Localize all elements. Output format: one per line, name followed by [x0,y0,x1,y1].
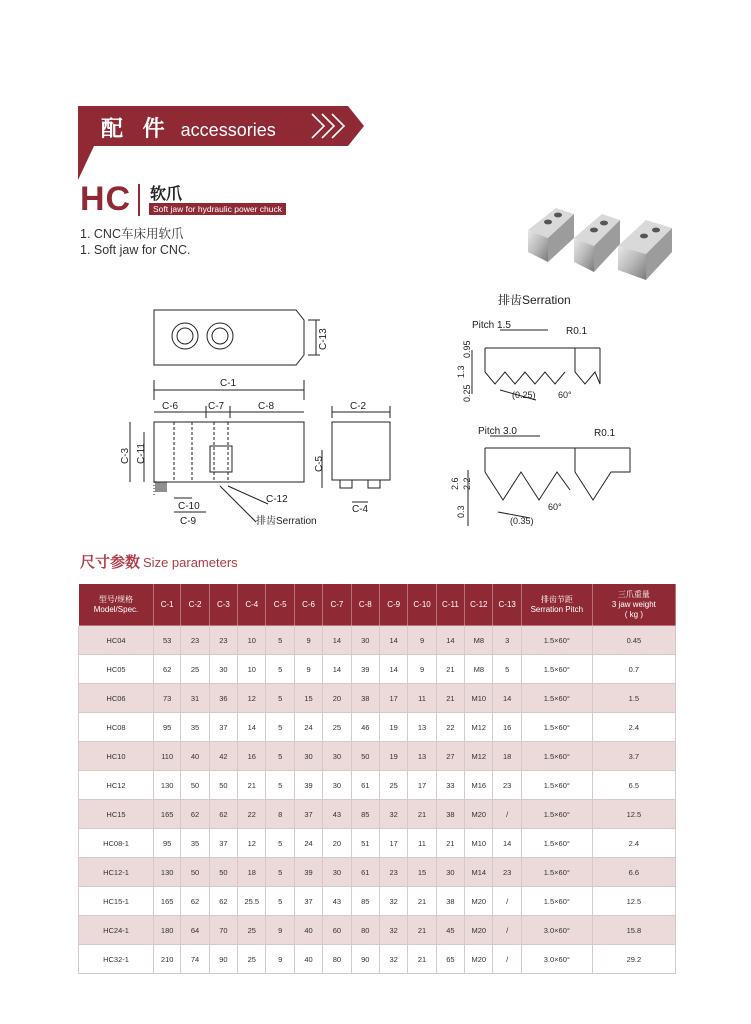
table-cell: M10 [465,829,493,858]
table-cell: 80 [323,945,351,974]
table-cell: 5 [493,655,521,684]
table-cell: 2.4 [592,829,675,858]
table-cell: 16 [238,742,266,771]
table-cell: 21 [436,684,464,713]
table-cell: M14 [465,858,493,887]
dim-c7: C-7 [208,401,225,412]
table-row [79,916,676,945]
table-header-cell: C-3 [209,584,237,626]
table-cell: 14 [436,626,464,655]
table-cell: 37 [294,800,322,829]
model-cell: HC15-1 [79,887,154,916]
table-cell: 95 [154,829,181,858]
table-cell: 80 [351,916,379,945]
table-cell: 35 [181,829,209,858]
table-cell: 40 [181,742,209,771]
table-cell: 50 [351,742,379,771]
table-cell: 6.5 [592,771,675,800]
model-cell: HC05 [79,655,154,684]
jaw-2 [574,214,620,272]
pitch2-h3: 0.3 [456,505,466,518]
table-cell: 6.6 [592,858,675,887]
table-cell: 30 [294,742,322,771]
table-row [79,626,676,655]
table-cell: 30 [323,858,351,887]
table-cell: 17 [408,771,436,800]
table-cell: 23 [493,771,521,800]
product-model: HC [80,180,132,218]
table-header-cell: C-13 [493,584,521,626]
table-cell: 1.5×60° [521,684,592,713]
pitch2-h1: 2.2 [462,477,472,490]
table-cell: 30 [323,742,351,771]
soft-jaw-photo [522,190,682,282]
table-cell: 5 [266,742,294,771]
table-cell: 24 [294,713,322,742]
table-row [79,829,676,858]
table-cell: 25 [238,916,266,945]
table-cell: 38 [436,800,464,829]
table-cell: 9 [408,655,436,684]
table-cell: 17 [379,829,407,858]
table-cell: 38 [436,887,464,916]
table-cell: 25.5 [238,887,266,916]
table-cell: 10 [238,626,266,655]
model-cell: HC04 [79,626,154,655]
table-cell: 90 [351,945,379,974]
table-row [79,858,676,887]
table-cell: 19 [379,713,407,742]
table-cell: 22 [238,800,266,829]
table-cell: 11 [408,684,436,713]
table-cell: 9 [294,655,322,684]
table-cell: 12 [238,829,266,858]
table-cell: 31 [181,684,209,713]
table-cell: 23 [379,858,407,887]
table-cell: 29.2 [592,945,675,974]
dim-c3: C-3 [120,447,131,464]
table-cell: 32 [379,945,407,974]
table-cell: 43 [323,800,351,829]
table-cell: 1.5×60° [521,858,592,887]
table-cell: 46 [351,713,379,742]
table-cell: 14 [379,655,407,684]
table-row [79,945,676,974]
size-parameters-title-en: Size parameters [143,555,238,570]
table-cell: 25 [238,945,266,974]
table-cell: 23 [209,626,237,655]
table-cell: 32 [379,916,407,945]
table-cell: 37 [294,887,322,916]
table-cell: 65 [436,945,464,974]
table-cell: 21 [408,800,436,829]
table-cell: M20 [465,800,493,829]
pitch2-width: (0.35) [510,516,534,526]
table-cell: 53 [154,626,181,655]
table-cell: 50 [181,858,209,887]
pitch1-radius: R0.1 [566,326,588,337]
table-cell: 5 [266,626,294,655]
serration-title: 排齿Serration [498,293,571,307]
table-row [79,887,676,916]
product-name-cn: 软爪 [150,184,183,203]
product-description [80,226,190,258]
table-cell: 70 [209,916,237,945]
model-cell: HC32-1 [79,945,154,974]
header-separator [138,184,140,216]
table-cell: / [493,800,521,829]
table-cell: 24 [294,829,322,858]
table-cell: 23 [181,626,209,655]
model-cell: HC10 [79,742,154,771]
table-cell: 62 [154,655,181,684]
table-cell: M12 [465,713,493,742]
table-cell: M20 [465,945,493,974]
table-cell: 1.5×60° [521,829,592,858]
table-cell: M20 [465,916,493,945]
table-cell: 21 [408,887,436,916]
table-cell: 0.45 [592,626,675,655]
dim-c9: C-9 [180,516,197,527]
model-cell: HC24-1 [79,916,154,945]
product-subtitle: Soft jaw for hydraulic power chuck [149,203,286,215]
dim-c13: C-13 [318,328,329,350]
pitch1-label: Pitch 1.5 [472,320,511,331]
table-cell: 33 [436,771,464,800]
description-line-en: 1. Soft jaw for CNC. [80,243,191,257]
dim-c6: C-6 [162,401,179,412]
table-cell: 32 [379,887,407,916]
table-cell: 18 [493,742,521,771]
table-cell: / [493,887,521,916]
table-header-cell: C-2 [181,584,209,626]
table-cell: 9 [408,626,436,655]
dim-c2: C-2 [350,401,367,412]
table-header-cell: C-4 [238,584,266,626]
pitch1-h1: 0.95 [462,340,472,358]
table-header-cell: C-5 [266,584,294,626]
pitch1-width: (0.25) [512,390,536,400]
table-body [79,626,676,974]
table-cell: 85 [351,800,379,829]
table-cell: 37 [209,829,237,858]
table-header-row [79,584,676,626]
dim-c4: C-4 [352,504,369,515]
table-cell: 19 [379,742,407,771]
table-cell: 10 [238,655,266,684]
table-row [79,713,676,742]
pitch2-h2: 2.6 [450,477,460,490]
pitch2-radius: R0.1 [594,428,616,439]
table-cell: M20 [465,887,493,916]
table-cell: 35 [181,713,209,742]
table-cell: 95 [154,713,181,742]
table-cell: 5 [266,771,294,800]
table-cell: 5 [266,829,294,858]
table-header-cell: 三爪重量 3 jaw weight ( kg ) [592,584,675,626]
table-cell: 5 [266,887,294,916]
jaw-3 [618,220,672,280]
table-cell: 25 [379,771,407,800]
table-cell: 61 [351,858,379,887]
table-cell: 21 [408,916,436,945]
table-cell: 1.5×60° [521,742,592,771]
table-cell: 165 [154,800,181,829]
table-cell: 15 [294,684,322,713]
table-cell: 30 [351,626,379,655]
table-cell: 2.4 [592,713,675,742]
table-cell: 30 [323,771,351,800]
table-row [79,800,676,829]
table-cell: 16 [493,713,521,742]
table-row [79,742,676,771]
table-cell: 15.8 [592,916,675,945]
model-cell: HC12 [79,771,154,800]
banner-tail [78,146,94,180]
table-cell: M10 [465,684,493,713]
model-cell: HC15 [79,800,154,829]
table-cell: 50 [209,858,237,887]
table-cell: 22 [436,713,464,742]
table-cell: 14 [238,713,266,742]
table-cell: 1.5×60° [521,887,592,916]
table-cell: 32 [379,800,407,829]
model-cell: HC08-1 [79,829,154,858]
table-cell: 3.0×60° [521,916,592,945]
table-cell: 14 [379,626,407,655]
table-cell: 62 [181,887,209,916]
size-parameters-title-cn: 尺寸参数 [80,553,141,571]
table-cell: 180 [154,916,181,945]
table-cell: 85 [351,887,379,916]
table-cell: 14 [323,626,351,655]
jaw-1 [528,208,574,262]
table-cell: M12 [465,742,493,771]
size-parameters-title [80,551,238,572]
dim-c5: C-5 [314,455,325,472]
table-cell: 15 [408,858,436,887]
table-cell: 21 [436,655,464,684]
table-cell: 165 [154,887,181,916]
table-cell: 62 [181,800,209,829]
table-cell: 14 [493,829,521,858]
table-cell: 20 [323,684,351,713]
table-cell: 50 [209,771,237,800]
table-cell: 64 [181,916,209,945]
table-cell: 12 [238,684,266,713]
pitch2-angle: 60° [548,502,562,512]
table-cell: 110 [154,742,181,771]
table-cell: 8 [266,800,294,829]
table-cell: 23 [493,858,521,887]
table-cell: 130 [154,771,181,800]
table-header-cell: C-10 [408,584,436,626]
table-cell: 30 [436,858,464,887]
table-cell: 42 [209,742,237,771]
table-cell: 14 [493,684,521,713]
table-cell: M8 [465,626,493,655]
table-cell: 18 [238,858,266,887]
table-cell: 1.5×60° [521,655,592,684]
dim-c11: C-11 [136,443,147,464]
table-cell: M8 [465,655,493,684]
table-cell: 74 [181,945,209,974]
table-row [79,684,676,713]
table-cell: 62 [209,800,237,829]
table-cell: 5 [266,713,294,742]
table-header-cell: C-7 [323,584,351,626]
table-header-cell: C-8 [351,584,379,626]
table-cell: 9 [266,916,294,945]
table-cell: 39 [294,771,322,800]
table-cell: 1.5×60° [521,771,592,800]
table-cell: M16 [465,771,493,800]
pitch1-angle: 60° [558,390,572,400]
table-cell: 27 [436,742,464,771]
table-row [79,771,676,800]
model-cell: HC12-1 [79,858,154,887]
table-cell: 12.5 [592,800,675,829]
table-cell: 0.7 [592,655,675,684]
model-cell: HC08 [79,713,154,742]
table-cell: 40 [294,916,322,945]
table-cell: 1.5×60° [521,713,592,742]
table-cell: 25 [323,713,351,742]
table-cell: 36 [209,684,237,713]
dim-c12: C-12 [266,494,288,505]
table-cell: / [493,916,521,945]
table-cell: 130 [154,858,181,887]
banner-title-en: accessories [180,120,276,140]
table-cell: 25 [181,655,209,684]
dim-c10: C-10 [178,501,200,512]
table-cell: 62 [209,887,237,916]
dim-c1: C-1 [220,378,237,389]
table-cell: 38 [351,684,379,713]
table-cell: 1.5 [592,684,675,713]
table-cell: 5 [266,858,294,887]
table-cell: 51 [351,829,379,858]
table-cell: 3.7 [592,742,675,771]
table-cell: 3 [493,626,521,655]
pitch1-h3: 0.25 [462,384,472,402]
table-cell: 21 [436,829,464,858]
table-header-cell: C-9 [379,584,407,626]
model-cell: HC06 [79,684,154,713]
table-cell: 17 [379,684,407,713]
table-cell: / [493,945,521,974]
table-cell: 45 [436,916,464,945]
table-cell: 11 [408,829,436,858]
description-line-cn: 1. CNC车床用软爪 [80,227,184,241]
pitch1-h2: 1.3 [456,365,466,378]
table-header-cell: C-11 [436,584,464,626]
table-cell: 9 [266,945,294,974]
table-cell: 5 [266,655,294,684]
table-cell: 5 [266,684,294,713]
size-parameters-table [78,583,676,974]
table-cell: 21 [238,771,266,800]
table-cell: 13 [408,713,436,742]
table-cell: 40 [294,945,322,974]
table-cell: 37 [209,713,237,742]
serration-label: 排齿Serration [256,516,317,527]
table-header-cell: 型号/规格 Model/Spec. [79,584,154,626]
pitch2-label: Pitch 3.0 [478,426,517,437]
table-header-cell: C-6 [294,584,322,626]
table-header-cell: C-1 [154,584,181,626]
table-cell: 1.5×60° [521,626,592,655]
banner-title [101,112,276,142]
table-cell: 39 [294,858,322,887]
table-cell: 30 [209,655,237,684]
table-cell: 61 [351,771,379,800]
table-row [79,655,676,684]
table-cell: 14 [323,655,351,684]
table-cell: 43 [323,887,351,916]
table-cell: 210 [154,945,181,974]
table-cell: 60 [323,916,351,945]
table-cell: 73 [154,684,181,713]
table-cell: 13 [408,742,436,771]
dim-c8: C-8 [258,401,275,412]
table-cell: 50 [181,771,209,800]
banner-title-cn: 配 件 [101,117,171,142]
table-cell: 9 [294,626,322,655]
table-cell: 21 [408,945,436,974]
table-cell: 3.0×60° [521,945,592,974]
technical-drawing [100,290,660,530]
table-cell: 1.5×60° [521,800,592,829]
table-cell: 90 [209,945,237,974]
table-header-cell: 排齿节距 Serration Pitch [521,584,592,626]
table-cell: 20 [323,829,351,858]
table-header-cell: C-12 [465,584,493,626]
table-cell: 12.5 [592,887,675,916]
table-cell: 39 [351,655,379,684]
